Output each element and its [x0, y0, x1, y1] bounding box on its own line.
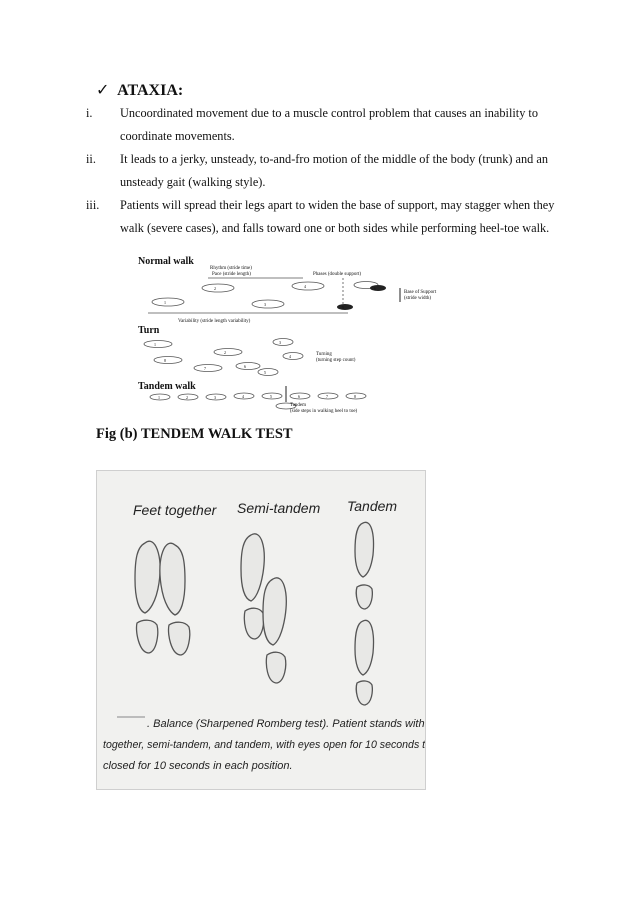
normal-footprint — [202, 284, 234, 292]
section-title: ATAXIA: — [117, 82, 184, 99]
footprint — [356, 681, 372, 705]
turn-step-number: 4 — [289, 354, 291, 359]
footprint — [137, 620, 158, 653]
footprint — [169, 622, 190, 655]
stride-width-label: (stride width) — [404, 296, 432, 301]
base-of-support-label: Base of Support — [404, 290, 437, 295]
figure-b-caption: Fig (b) TENDEM WALK TEST — [96, 426, 293, 442]
variability-label: Variability (stride length variability) — [178, 319, 251, 324]
turn-label: Turn — [138, 325, 160, 336]
turn-footprint — [258, 369, 278, 376]
normal-step-number: 6 — [374, 286, 376, 291]
turn-step-number: 3 — [279, 340, 281, 345]
tandem-step-number: 3 — [214, 395, 216, 400]
tandem-description-label: (side steps in walking heel to toe) — [290, 409, 358, 414]
tandem-stance-label: Tandem — [347, 498, 398, 514]
tandem-walk-label: Tandem walk — [138, 381, 196, 392]
tandem-step-number: 1 — [158, 395, 160, 400]
tandem-footprint — [234, 393, 254, 399]
feet-together-label: Feet together — [133, 502, 217, 518]
normal-walk-label: Normal walk — [138, 256, 194, 267]
tandem-step-number: 4 — [242, 394, 244, 399]
list-item — [86, 148, 556, 194]
footprint — [263, 578, 286, 645]
turn-footprint — [154, 357, 182, 364]
turn-footprint — [144, 341, 172, 348]
tandem-footprint — [150, 394, 170, 400]
normal-step-number: 3 — [264, 302, 266, 307]
normal-step-number: 2 — [214, 286, 216, 291]
tandem-step-number: 8 — [354, 394, 356, 399]
tandem-step-number: 7 — [326, 394, 328, 399]
tandem-step-number: 6 — [298, 394, 300, 399]
footprint — [160, 543, 185, 615]
list-item-number: iii. — [86, 198, 100, 212]
tandem-footprint — [206, 394, 226, 400]
footprint — [241, 534, 264, 601]
list-item-text: Uncoordinated movement due to a muscle control problem that causes an inability to coordinate movements. — [120, 106, 538, 143]
normal-footprint — [292, 282, 324, 290]
stance-illustration — [97, 471, 425, 789]
tandem-footprint — [346, 393, 366, 399]
turn-step-number: 2 — [224, 350, 226, 355]
stance-caption-line: . Balance (Sharpened Romberg test). Patient stands with feet — [147, 718, 425, 730]
list-item-text: Patients will spread their legs apart to widen the base of support, may stagger when they walk (severe cases), and falls toward one or both sides while performing heel-toe walk. — [120, 198, 555, 235]
filled-footprint — [337, 304, 353, 310]
gait-diagram — [138, 256, 438, 416]
turn-step-number: 1 — [154, 342, 156, 347]
footprint — [355, 620, 374, 675]
footprint — [266, 652, 285, 683]
turn-footprint — [236, 363, 260, 370]
turn-step-number: 6 — [244, 364, 246, 369]
turn-footprint — [283, 353, 303, 360]
normal-step-number: 5 — [342, 305, 344, 310]
turn-footprint — [214, 349, 242, 356]
turn-step-number: 7 — [204, 366, 206, 371]
tandem-walk-figure — [96, 470, 426, 790]
normal-footprint — [152, 298, 184, 306]
turn-step-number: 5 — [264, 370, 266, 375]
tandem-step-number: 2 — [186, 395, 188, 400]
checkmark-icon: ✓ — [96, 82, 110, 99]
tandem-footprint — [178, 394, 198, 400]
normal-footprint — [252, 300, 284, 308]
tandem-step-number: 5 — [270, 394, 272, 399]
stance-caption-line: together, semi-tandem, and tandem, with eyes open for 10 seconds then — [103, 739, 425, 751]
list-item — [86, 102, 556, 148]
section-heading — [96, 80, 183, 100]
turning-label: Turning — [316, 352, 332, 357]
footprint — [355, 522, 374, 577]
stance-caption-line: closed for 10 seconds in each position. — [103, 760, 293, 772]
turn-step-number: 8 — [164, 358, 166, 363]
footprint — [356, 585, 372, 609]
rhythm-label: Rhythm (stride time) — [210, 266, 252, 271]
tandem-footprint — [290, 393, 310, 399]
phases-label: Phases (double support) — [313, 272, 362, 277]
normal-step-number: 4 — [304, 284, 306, 289]
turn-footprint — [194, 365, 222, 372]
footprint — [135, 541, 160, 613]
list-item-number: i. — [86, 106, 93, 120]
turning-step-count-label: (turning step count) — [316, 358, 356, 363]
footprint — [244, 608, 263, 639]
tandem-footprint — [262, 393, 282, 399]
ataxia-list — [86, 102, 556, 240]
tandem-label: Tandem — [290, 403, 307, 408]
filled-footprint — [370, 285, 386, 291]
semi-tandem-label: Semi-tandem — [237, 500, 321, 516]
tandem-footprint — [318, 393, 338, 399]
turn-footprint — [273, 339, 293, 346]
list-item-text: It leads to a jerky, unsteady, to-and-fro motion of the middle of the body (trunk) and an unsteady gait (walking style). — [120, 152, 548, 189]
normal-step-number: 1 — [164, 300, 166, 305]
list-item — [86, 194, 556, 240]
list-item-number: ii. — [86, 152, 96, 166]
pace-label: Pace (stride length) — [212, 272, 251, 277]
